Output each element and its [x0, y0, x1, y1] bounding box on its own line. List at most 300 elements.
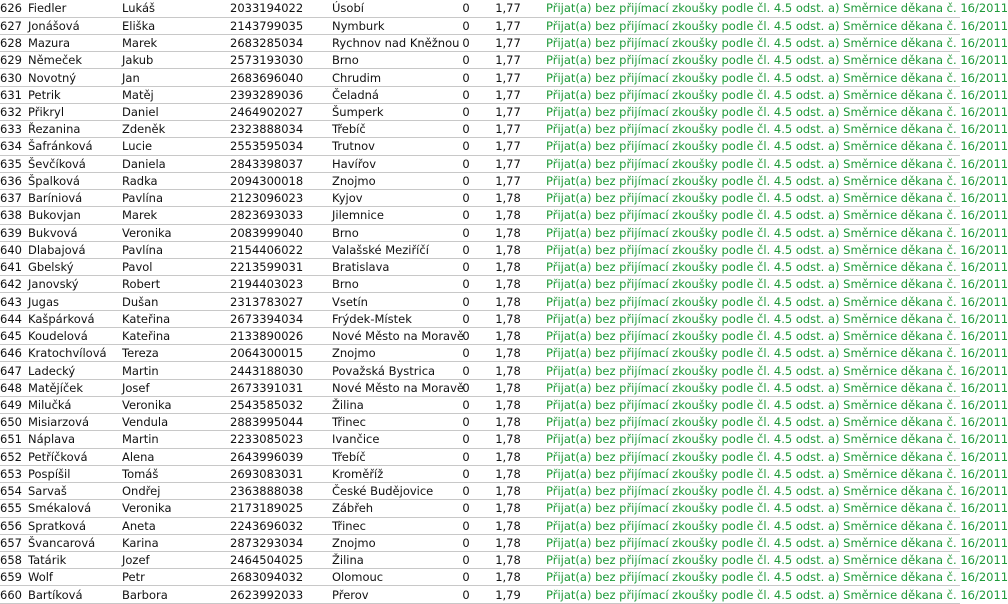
- city-cell: Brno: [330, 276, 448, 293]
- score-cell: 1,78: [482, 552, 532, 569]
- table-row: [0, 396, 960, 413]
- surname-cell: Němeček: [26, 52, 120, 69]
- first-name-cell: Ondřej: [120, 483, 228, 500]
- first-name-cell: Matěj: [120, 86, 228, 103]
- first-name-cell: Radka: [120, 172, 228, 189]
- surname-cell: Kašpárková: [26, 310, 120, 327]
- table-row: [0, 327, 960, 344]
- surname-cell: Špalková: [26, 172, 120, 189]
- zero-value-cell: 0: [448, 0, 482, 17]
- zero-value-cell: 0: [448, 552, 482, 569]
- table-row: [0, 345, 960, 362]
- city-cell: Chrudim: [330, 69, 448, 86]
- city-cell: Třebíč: [330, 121, 448, 138]
- table-row: [0, 569, 960, 586]
- admission-status-cell: Přijat(a) bez přijímací zkoušky podle čl. 4.5 odst. a) Směrnice děkana č. 16/2011: [532, 52, 960, 69]
- applicant-id-cell: 2173189025: [228, 500, 330, 517]
- surname-cell: Mazura: [26, 34, 120, 51]
- city-cell: Havířov: [330, 155, 448, 172]
- city-cell: Čeladná: [330, 86, 448, 103]
- admission-status-cell: Přijat(a) bez přijímací zkoušky podle čl. 4.5 odst. a) Směrnice děkana č. 16/2011: [532, 276, 960, 293]
- score-cell: 1,78: [482, 345, 532, 362]
- first-name-cell: Marek: [120, 207, 228, 224]
- row-number-cell: 646: [0, 345, 26, 362]
- row-number-cell: 634: [0, 138, 26, 155]
- admission-status-cell: Přijat(a) bez přijímací zkoušky podle čl. 4.5 odst. a) Směrnice děkana č. 16/2011: [532, 465, 960, 482]
- applicant-id-cell: 2313783027: [228, 293, 330, 310]
- table-row: [0, 552, 960, 569]
- zero-value-cell: 0: [448, 241, 482, 258]
- score-cell: 1,78: [482, 396, 532, 413]
- row-number-cell: 640: [0, 241, 26, 258]
- first-name-cell: Jakub: [120, 52, 228, 69]
- city-cell: Brno: [330, 52, 448, 69]
- city-cell: Bratislava: [330, 259, 448, 276]
- row-number-cell: 657: [0, 534, 26, 551]
- row-number-cell: 645: [0, 327, 26, 344]
- row-number-cell: 655: [0, 500, 26, 517]
- row-number-cell: 649: [0, 396, 26, 413]
- admission-status-cell: Přijat(a) bez přijímací zkoušky podle čl. 4.5 odst. a) Směrnice děkana č. 16/2011: [532, 17, 960, 34]
- zero-value-cell: 0: [448, 155, 482, 172]
- row-number-cell: 627: [0, 17, 26, 34]
- score-cell: 1,78: [482, 259, 532, 276]
- row-number-cell: 642: [0, 276, 26, 293]
- score-cell: 1,78: [482, 310, 532, 327]
- zero-value-cell: 0: [448, 569, 482, 586]
- score-cell: 1,77: [482, 0, 532, 17]
- score-cell: 1,78: [482, 534, 532, 551]
- first-name-cell: Dušan: [120, 293, 228, 310]
- applicant-id-cell: 2673394034: [228, 310, 330, 327]
- row-number-cell: 654: [0, 483, 26, 500]
- zero-value-cell: 0: [448, 276, 482, 293]
- row-number-cell: 629: [0, 52, 26, 69]
- applicant-id-cell: 2363888038: [228, 483, 330, 500]
- row-number-cell: 641: [0, 259, 26, 276]
- city-cell: Přerov: [330, 586, 448, 603]
- first-name-cell: Robert: [120, 276, 228, 293]
- zero-value-cell: 0: [448, 17, 482, 34]
- score-cell: 1,78: [482, 448, 532, 465]
- admission-status-cell: Přijat(a) bez přijímací zkoušky podle čl. 4.5 odst. a) Směrnice děkana č. 16/2011: [532, 155, 960, 172]
- table-row: [0, 103, 960, 120]
- first-name-cell: Pavlína: [120, 241, 228, 258]
- table-row: [0, 241, 960, 258]
- admission-status-cell: Přijat(a) bez přijímací zkoušky podle čl. 4.5 odst. a) Směrnice děkana č. 16/2011: [532, 362, 960, 379]
- score-cell: 1,78: [482, 207, 532, 224]
- zero-value-cell: 0: [448, 379, 482, 396]
- first-name-cell: Kateřina: [120, 310, 228, 327]
- score-cell: 1,78: [482, 500, 532, 517]
- table-row: [0, 207, 960, 224]
- first-name-cell: Barbora: [120, 586, 228, 603]
- zero-value-cell: 0: [448, 586, 482, 603]
- first-name-cell: Alena: [120, 448, 228, 465]
- admission-status-cell: Přijat(a) bez přijímací zkoušky podle čl. 4.5 odst. a) Směrnice děkana č. 16/2011: [532, 190, 960, 207]
- table-row: [0, 86, 960, 103]
- row-number-cell: 643: [0, 293, 26, 310]
- city-cell: Třinec: [330, 414, 448, 431]
- city-cell: Úsobí: [330, 0, 448, 17]
- row-number-cell: 633: [0, 121, 26, 138]
- admission-status-cell: Přijat(a) bez přijímací zkoušky podle čl. 4.5 odst. a) Směrnice děkana č. 16/2011: [532, 396, 960, 413]
- zero-value-cell: 0: [448, 293, 482, 310]
- first-name-cell: Josef: [120, 379, 228, 396]
- applicant-id-cell: 2873293034: [228, 534, 330, 551]
- first-name-cell: Marek: [120, 34, 228, 51]
- surname-cell: Fiedler: [26, 0, 120, 17]
- city-cell: Rychnov nad Kněžnou: [332, 36, 460, 51]
- zero-value-cell: 0: [448, 121, 482, 138]
- applicant-id-cell: 2064300015: [228, 345, 330, 362]
- table-row: [0, 224, 960, 241]
- admission-status-cell: Přijat(a) bez přijímací zkoušky podle čl. 4.5 odst. a) Směrnice děkana č. 16/2011: [532, 379, 960, 396]
- city-cell: Nymburk: [330, 17, 448, 34]
- score-cell: 1,78: [482, 379, 532, 396]
- score-cell: 1,78: [482, 241, 532, 258]
- score-cell: 1,78: [482, 483, 532, 500]
- first-name-cell: Veronika: [120, 500, 228, 517]
- applicant-id-cell: 2123096023: [228, 190, 330, 207]
- score-cell: 1,77: [482, 155, 532, 172]
- city-cell: Znojmo: [330, 534, 448, 551]
- admission-status-cell: Přijat(a) bez přijímací zkoušky podle čl. 4.5 odst. a) Směrnice děkana č. 16/2011: [532, 345, 960, 362]
- city-cell: Kyjov: [330, 190, 448, 207]
- admission-status-cell: Přijat(a) bez přijímací zkoušky podle čl. 4.5 odst. a) Směrnice děkana č. 16/2011: [532, 414, 960, 431]
- zero-value-cell: 0: [448, 52, 482, 69]
- table-row: [0, 483, 960, 500]
- row-number-cell: 653: [0, 465, 26, 482]
- row-number-cell: 626: [0, 0, 26, 17]
- zero-value-cell: 0: [448, 362, 482, 379]
- zero-value-cell: 0: [448, 138, 482, 155]
- score-cell: 1,78: [482, 517, 532, 534]
- first-name-cell: Lucie: [120, 138, 228, 155]
- row-number-cell: 639: [0, 224, 26, 241]
- score-cell: 1,77: [482, 121, 532, 138]
- zero-value-cell: 0: [448, 517, 482, 534]
- score-cell: 1,78: [482, 327, 532, 344]
- table-row: [0, 362, 960, 379]
- city-cell: Ivančice: [330, 431, 448, 448]
- surname-cell: Ladecký: [26, 362, 120, 379]
- surname-cell: Bukvová: [26, 224, 120, 241]
- row-number-cell: 658: [0, 552, 26, 569]
- surname-cell: Misiarzová: [26, 414, 120, 431]
- admission-status-cell: Přijat(a) bez přijímací zkoušky podle čl. 4.5 odst. a) Směrnice děkana č. 16/2011: [532, 103, 960, 120]
- surname-cell: Sarvaš: [26, 483, 120, 500]
- zero-value-cell: 0: [448, 207, 482, 224]
- first-name-cell: Tomáš: [120, 465, 228, 482]
- city-cell: České Budějovice: [330, 483, 448, 500]
- zero-value-cell: 0: [448, 259, 482, 276]
- surname-cell: Jugas: [26, 293, 120, 310]
- table-row: [0, 310, 960, 327]
- score-cell: 1,79: [482, 586, 532, 603]
- first-name-cell: Veronika: [120, 224, 228, 241]
- table-row: [0, 0, 960, 17]
- applicant-id-cell: 2033194022: [228, 0, 330, 17]
- surname-cell: Tatárik: [26, 552, 120, 569]
- admission-status-cell: Přijat(a) bez přijímací zkoušky podle čl. 4.5 odst. a) Směrnice děkana č. 16/2011: [532, 569, 960, 586]
- score-cell: 1,77: [482, 172, 532, 189]
- first-name-cell: Kateřina: [120, 327, 228, 344]
- row-number-cell: 635: [0, 155, 26, 172]
- surname-cell: Petříčková: [26, 448, 120, 465]
- row-number-cell: 650: [0, 414, 26, 431]
- surname-cell: Novotný: [26, 69, 120, 86]
- zero-value-cell: 0: [448, 431, 482, 448]
- table-row: [0, 414, 960, 431]
- zero-value-cell: 0: [448, 396, 482, 413]
- score-cell: 1,77: [482, 138, 532, 155]
- row-number-cell: 631: [0, 86, 26, 103]
- table-row: [0, 465, 960, 482]
- city-cell: Třinec: [330, 517, 448, 534]
- first-name-cell: Eliška: [120, 17, 228, 34]
- zero-value-cell: 0: [448, 414, 482, 431]
- city-cell: Považská Bystrica: [330, 362, 448, 379]
- applicant-id-cell: 2464504025: [228, 552, 330, 569]
- row-number-cell: 652: [0, 448, 26, 465]
- surname-cell: Janovský: [26, 276, 120, 293]
- table-row: [0, 17, 960, 34]
- city-cell: Zábřeh: [330, 500, 448, 517]
- city-cell: Trutnov: [330, 138, 448, 155]
- admission-status-cell: Přijat(a) bez přijímací zkoušky podle čl. 4.5 odst. a) Směrnice děkana č. 16/2011: [532, 0, 960, 17]
- city-cell: Kroměříž: [330, 465, 448, 482]
- table-row: [0, 138, 960, 155]
- table-row: [0, 517, 960, 534]
- city-cell: Znojmo: [330, 345, 448, 362]
- first-name-cell: Jozef: [120, 552, 228, 569]
- admission-status-cell: Přijat(a) bez přijímací zkoušky podle čl. 4.5 odst. a) Směrnice děkana č. 16/2011: [532, 207, 960, 224]
- score-cell: 1,77: [482, 103, 532, 120]
- table-row: [0, 500, 960, 517]
- admission-status-cell: Přijat(a) bez přijímací zkoušky podle čl. 4.5 odst. a) Směrnice děkana č. 16/2011: [532, 448, 960, 465]
- row-number-cell: 644: [0, 310, 26, 327]
- admission-status-cell: Přijat(a) bez přijímací zkoušky podle čl. 4.5 odst. a) Směrnice děkana č. 16/2011: [532, 241, 960, 258]
- admission-status-cell: Přijat(a) bez přijímací zkoušky podle čl. 4.5 odst. a) Směrnice děkana č. 16/2011: [532, 121, 960, 138]
- admission-status-cell: Přijat(a) bez přijímací zkoušky podle čl. 4.5 odst. a) Směrnice děkana č. 16/2011: [532, 259, 960, 276]
- first-name-cell: Tereza: [120, 345, 228, 362]
- applicant-id-cell: 2683094032: [228, 569, 330, 586]
- surname-cell: Koudelová: [26, 327, 120, 344]
- city-cell: Valašské Meziříčí: [330, 241, 448, 258]
- row-number-cell: 660: [0, 586, 26, 603]
- applicant-id-cell: 2573193030: [228, 52, 330, 69]
- row-number-cell: 632: [0, 103, 26, 120]
- first-name-cell: Aneta: [120, 517, 228, 534]
- surname-cell: Řezanina: [26, 121, 120, 138]
- zero-value-cell: 0: [448, 103, 482, 120]
- surname-cell: Jonášová: [26, 17, 120, 34]
- surname-cell: Matějíček: [26, 379, 120, 396]
- admission-status-cell: Přijat(a) bez přijímací zkoušky podle čl. 4.5 odst. a) Směrnice děkana č. 16/2011: [532, 224, 960, 241]
- admission-status-cell: Přijat(a) bez přijímací zkoušky podle čl. 4.5 odst. a) Směrnice děkana č. 16/2011: [532, 293, 960, 310]
- table-row: [0, 34, 960, 51]
- applicant-id-cell: 2623992033: [228, 586, 330, 603]
- row-number-cell: 651: [0, 431, 26, 448]
- first-name-cell: Martin: [120, 362, 228, 379]
- table-row: [0, 121, 960, 138]
- applicant-id-cell: 2553595034: [228, 138, 330, 155]
- applicant-id-cell: 2393289036: [228, 86, 330, 103]
- surname-cell: Ševčíková: [26, 155, 120, 172]
- applicant-id-cell: 2233085023: [228, 431, 330, 448]
- surname-cell: Náplava: [26, 431, 120, 448]
- zero-value-cell: 0: [448, 327, 482, 344]
- city-cell: Znojmo: [330, 172, 448, 189]
- score-cell: 1,78: [482, 293, 532, 310]
- first-name-cell: Lukáš: [120, 0, 228, 17]
- zero-value-cell: 0: [448, 190, 482, 207]
- city-cell: Jilemnice: [330, 207, 448, 224]
- surname-cell: Gbelský: [26, 259, 120, 276]
- applicant-id-cell: 2323888034: [228, 121, 330, 138]
- table-row: [0, 259, 960, 276]
- city-cell: Žilina: [330, 552, 448, 569]
- zero-value-cell: 0: [448, 224, 482, 241]
- admission-status-cell: Přijat(a) bez přijímací zkoušky podle čl. 4.5 odst. a) Směrnice děkana č. 16/2011: [532, 172, 960, 189]
- applicant-id-cell: 2683285034: [228, 34, 330, 51]
- admission-status-cell: Přijat(a) bez přijímací zkoušky podle čl. 4.5 odst. a) Směrnice děkana č. 16/2011: [532, 483, 960, 500]
- admission-status-cell: Přijat(a) bez přijímací zkoušky podle čl. 4.5 odst. a) Směrnice děkana č. 16/2011: [532, 500, 960, 517]
- first-name-cell: Karina: [120, 534, 228, 551]
- score-cell: 1,78: [482, 276, 532, 293]
- score-cell: 1,78: [482, 569, 532, 586]
- surname-cell: Smékalová: [26, 500, 120, 517]
- applicant-id-cell: 2643996039: [228, 448, 330, 465]
- admission-status-cell: Přijat(a) bez přijímací zkoušky podle čl. 4.5 odst. a) Směrnice děkana č. 16/2011: [532, 69, 960, 86]
- table-row: [0, 155, 960, 172]
- surname-cell: Šafránková: [26, 138, 120, 155]
- zero-value-cell: 0: [448, 465, 482, 482]
- surname-cell: Přikryl: [26, 103, 120, 120]
- surname-cell: Švancarová: [26, 534, 120, 551]
- applicant-id-cell: 2543585032: [228, 396, 330, 413]
- applicant-id-cell: 2094300018: [228, 172, 330, 189]
- surname-cell: Bukovjan: [26, 207, 120, 224]
- applicant-id-cell: 2143799035: [228, 17, 330, 34]
- zero-value-cell: 0: [448, 172, 482, 189]
- zero-value-cell: 0: [448, 86, 482, 103]
- zero-value-cell: 0: [448, 500, 482, 517]
- row-number-cell: 648: [0, 379, 26, 396]
- admission-status-cell: Přijat(a) bez přijímací zkoušky podle čl. 4.5 odst. a) Směrnice děkana č. 16/2011: [532, 310, 960, 327]
- surname-cell: Wolf: [26, 569, 120, 586]
- zero-value-cell: 0: [448, 483, 482, 500]
- score-cell: 1,78: [482, 414, 532, 431]
- applicant-id-cell: 2154406022: [228, 241, 330, 258]
- score-cell: 1,78: [482, 190, 532, 207]
- applicant-id-cell: 2443188030: [228, 362, 330, 379]
- first-name-cell: Martin: [120, 431, 228, 448]
- score-cell: 1,78: [482, 224, 532, 241]
- admission-status-cell: Přijat(a) bez přijímací zkoušky podle čl. 4.5 odst. a) Směrnice děkana č. 16/2011: [532, 431, 960, 448]
- city-cell: Třebíč: [330, 448, 448, 465]
- table-row: [0, 586, 960, 603]
- surname-cell: Bartíková: [26, 586, 120, 603]
- zero-value-cell: 0: [448, 534, 482, 551]
- city-cell: Brno: [330, 224, 448, 241]
- zero-value-cell: 0: [448, 310, 482, 327]
- admission-status-cell: Přijat(a) bez přijímací zkoušky podle čl. 4.5 odst. a) Směrnice děkana č. 16/2011: [532, 552, 960, 569]
- first-name-cell: Pavlína: [120, 190, 228, 207]
- admission-status-cell: Přijat(a) bez přijímací zkoušky podle čl. 4.5 odst. a) Směrnice děkana č. 16/2011: [532, 138, 960, 155]
- zero-value-cell: 0: [448, 69, 482, 86]
- city-cell: Žilina: [330, 396, 448, 413]
- row-number-cell: 656: [0, 517, 26, 534]
- row-number-cell: 638: [0, 207, 26, 224]
- applicant-id-cell: 2683696040: [228, 69, 330, 86]
- surname-cell: Dlabajová: [26, 241, 120, 258]
- applicant-id-cell: 2083999040: [228, 224, 330, 241]
- score-cell: 1,77: [482, 34, 532, 51]
- admission-status-cell: Přijat(a) bez přijímací zkoušky podle čl. 4.5 odst. a) Směrnice děkana č. 16/2011: [532, 586, 960, 603]
- table-row: [0, 534, 960, 551]
- zero-value-cell: 0: [448, 34, 482, 51]
- admission-status-cell: Přijat(a) bez přijímací zkoušky podle čl. 4.5 odst. a) Směrnice děkana č. 16/2011: [532, 34, 960, 51]
- admission-status-cell: Přijat(a) bez přijímací zkoušky podle čl. 4.5 odst. a) Směrnice děkana č. 16/2011: [532, 86, 960, 103]
- city-cell: Frýdek-Místek: [330, 310, 448, 327]
- score-cell: 1,77: [482, 86, 532, 103]
- row-number-cell: 636: [0, 172, 26, 189]
- score-cell: 1,78: [482, 431, 532, 448]
- table-row: [0, 190, 960, 207]
- surname-cell: Spratková: [26, 517, 120, 534]
- surname-cell: Kratochvílová: [26, 345, 120, 362]
- first-name-cell: Daniela: [120, 155, 228, 172]
- applicant-id-cell: 2194403023: [228, 276, 330, 293]
- table-row: [0, 379, 960, 396]
- surname-cell: Baríniová: [26, 190, 120, 207]
- first-name-cell: Petr: [120, 569, 228, 586]
- zero-value-cell: 0: [448, 345, 482, 362]
- city-cell: Nové Město na Moravě: [332, 380, 464, 395]
- score-cell: 1,77: [482, 52, 532, 69]
- applicant-id-cell: 2464902027: [228, 103, 330, 120]
- score-cell: 1,77: [482, 69, 532, 86]
- table-row: [0, 293, 960, 310]
- applicant-id-cell: 2823693033: [228, 207, 330, 224]
- surname-cell: Pospíšil: [26, 465, 120, 482]
- applicant-id-cell: 2843398037: [228, 155, 330, 172]
- table-row: [0, 431, 960, 448]
- first-name-cell: Pavol: [120, 259, 228, 276]
- applicant-id-cell: 2243696032: [228, 517, 330, 534]
- score-cell: 1,77: [482, 17, 532, 34]
- first-name-cell: Vendula: [120, 414, 228, 431]
- table-row: [0, 172, 960, 189]
- applicant-id-cell: 2693083031: [228, 465, 330, 482]
- city-cell: Šumperk: [330, 103, 448, 120]
- score-cell: 1,78: [482, 362, 532, 379]
- row-number-cell: 637: [0, 190, 26, 207]
- applicant-id-cell: 2883995044: [228, 414, 330, 431]
- row-number-cell: 630: [0, 69, 26, 86]
- row-number-cell: 628: [0, 34, 26, 51]
- applicant-id-cell: 2673391031: [228, 379, 330, 396]
- row-number-cell: 647: [0, 362, 26, 379]
- applicant-id-cell: 2133890026: [228, 327, 330, 344]
- city-cell: Olomouc: [330, 569, 448, 586]
- first-name-cell: Jan: [120, 69, 228, 86]
- admission-status-cell: Přijat(a) bez přijímací zkoušky podle čl. 4.5 odst. a) Směrnice děkana č. 16/2011: [532, 517, 960, 534]
- row-number-cell: 659: [0, 569, 26, 586]
- surname-cell: Milučká: [26, 396, 120, 413]
